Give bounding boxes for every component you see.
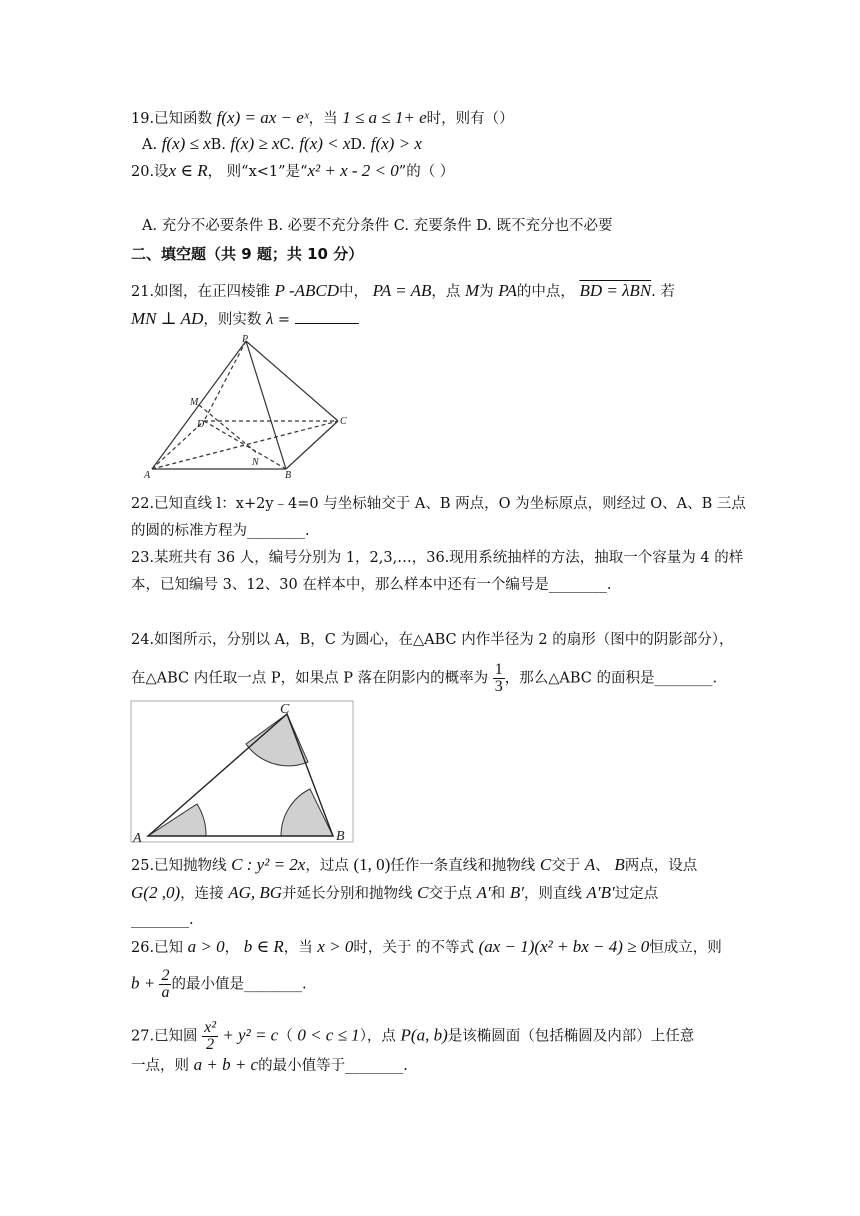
- option-label: D.: [350, 137, 371, 153]
- option-a: f(x) ≤ x: [161, 134, 211, 153]
- label-p: P: [242, 334, 249, 345]
- formula: (1, 0): [353, 855, 391, 874]
- label-d: D: [197, 419, 205, 430]
- formula: C: [539, 855, 552, 874]
- fraction: [202, 1020, 218, 1053]
- q21-line1: [131, 280, 675, 303]
- formula: a + b + c: [193, 1055, 259, 1074]
- numerator: 1: [494, 661, 503, 678]
- denominator: 2: [206, 1036, 215, 1053]
- option-label: B.: [210, 137, 231, 153]
- text: ，: [224, 940, 244, 956]
- label-b: B: [336, 829, 345, 844]
- text: 21.如图，在正四棱锥: [131, 284, 275, 300]
- q25-line2: [131, 882, 658, 905]
- formula: P(a, b): [400, 1025, 448, 1045]
- option-label: C.: [279, 137, 300, 153]
- text: 过定点: [614, 886, 659, 902]
- label-a: A: [144, 470, 151, 481]
- label-c: C: [280, 702, 290, 717]
- formula: λ: [265, 309, 274, 328]
- q26-line1: [131, 936, 722, 959]
- text: ，当: [283, 940, 318, 956]
- text: 和: [490, 886, 510, 902]
- q24-line2: [131, 662, 717, 695]
- text: 时，关于 的不等式: [353, 940, 479, 956]
- text: 交于: [551, 858, 585, 874]
- label-n: N: [252, 457, 259, 468]
- sector-c: [246, 714, 308, 766]
- vector-formula: BD = λBN: [579, 281, 652, 300]
- text: 25.已知抛物线: [131, 858, 232, 874]
- option-label: A.: [142, 137, 162, 153]
- text: 交于点: [428, 886, 477, 902]
- formula: + y² = c: [218, 1025, 279, 1045]
- formula: PA = AB: [372, 281, 432, 300]
- text: 在△ABC 内任取一点 P，如果点 P 落在阴影内的概率为: [131, 670, 493, 687]
- formula: A′: [476, 883, 491, 902]
- formula: C: [417, 883, 429, 902]
- text: ”的（ ）: [398, 164, 455, 180]
- text: ，当: [308, 111, 343, 127]
- text: . 若: [651, 284, 675, 300]
- text: 恒成立，则: [649, 940, 722, 956]
- q20-options: A. 充分不必要条件 B. 必要不充分条件 C. 充要条件 D. 既不充分也不必要: [142, 218, 613, 234]
- text: 20.设: [131, 164, 169, 180]
- text: ，则实数: [203, 312, 266, 328]
- q25-line1: [131, 854, 697, 877]
- fraction: [159, 968, 171, 1001]
- q22-line1: 22.已知直线 l：x+2y﹣4=0 与坐标轴交于 A、B 两点，O 为坐标原点，则经过 O、A、B 三点: [131, 496, 746, 512]
- text: ，那么△ABC 的面积是________.: [504, 670, 718, 687]
- text: 26.已知: [131, 940, 188, 956]
- label-b: B: [285, 470, 292, 481]
- q26-line2: [131, 968, 307, 1001]
- section-heading: 二、填空题（共 9 题；共 10 分）: [131, 245, 364, 263]
- label-m: M: [190, 397, 199, 408]
- formula: PA: [498, 281, 517, 300]
- triangle-figure: [130, 700, 355, 845]
- formula: B′: [509, 883, 524, 902]
- fraction: [493, 662, 505, 695]
- q21-line2: [131, 308, 359, 331]
- edge-bc: [286, 421, 338, 469]
- text: ， 则“x<1”是“: [207, 164, 308, 180]
- label-a: A: [133, 831, 142, 845]
- q27-line2: [131, 1054, 408, 1077]
- segment-mn: [199, 405, 258, 454]
- q25-line3: ________.: [131, 912, 194, 928]
- q23-line1: 23.某班共有 36 人，编号分别为 1，2,3,…，36.现用系统抽样的方法，抽取一个容量为 4 的样: [131, 550, 744, 566]
- denominator: a: [161, 984, 170, 1001]
- formula: MN ⊥ AD: [131, 309, 204, 328]
- edge-pc: [246, 341, 338, 421]
- numerator: 2: [161, 967, 170, 984]
- pyramid-figure: [140, 333, 360, 481]
- text: ，点: [431, 284, 465, 300]
- text: 并延长分别和抛物线: [282, 886, 418, 902]
- text: 任作一条直线和抛物线: [390, 858, 540, 874]
- denominator: 3: [494, 678, 503, 695]
- sector-b: [281, 789, 333, 836]
- text: ，过点: [305, 858, 354, 874]
- formula: A′B′: [586, 883, 615, 902]
- text: （: [278, 1028, 298, 1045]
- text: ，则直线: [523, 886, 587, 902]
- formula: M: [464, 281, 480, 300]
- formula: A: [584, 855, 596, 874]
- q27-line1: [131, 1020, 694, 1053]
- formula: 0 < c ≤ 1: [297, 1025, 360, 1045]
- formula: b ∈ R: [243, 937, 284, 956]
- formula: C : y² = 2x: [231, 855, 306, 874]
- text: 是该椭圆面（包括椭圆及内部）上任意: [447, 1028, 695, 1045]
- text: 的中点，: [516, 284, 580, 300]
- formula: AG, BG: [228, 883, 283, 902]
- q24-line1: 24.如图所示，分别以 A，B，C 为圆心，在△ABC 内作半径为 2 的扇形（图中的阴影部分），: [131, 632, 734, 648]
- option-c: f(x) < x: [299, 134, 351, 153]
- formula: G(2 ,0): [131, 883, 181, 902]
- text: 的最小值等于________.: [258, 1058, 408, 1074]
- formula: f(x) = ax − eˣ: [216, 108, 309, 127]
- text: 、: [595, 858, 615, 874]
- sector-a: [148, 804, 206, 836]
- text: 两点，设点: [624, 858, 698, 874]
- formula: 1 ≤ a ≤ 1+ e: [342, 108, 427, 127]
- formula: P -ABCD: [274, 281, 340, 300]
- q22-line2: 的圆的标准方程为________.: [131, 523, 310, 539]
- formula: b +: [131, 973, 160, 993]
- q20-stem: [131, 160, 454, 183]
- text: ，连接: [180, 886, 229, 902]
- formula: x ∈ R: [168, 161, 208, 180]
- label-c: C: [340, 416, 347, 427]
- option-d: f(x) > x: [370, 134, 422, 153]
- formula: x² + x - 2 < 0: [307, 161, 399, 180]
- answer-blank: [295, 309, 359, 324]
- q19-stem: [131, 107, 514, 130]
- text: 为: [479, 284, 499, 300]
- edge-pb: [246, 341, 286, 469]
- edge-pd: [204, 341, 246, 421]
- text: ），点: [359, 1028, 401, 1045]
- text: 时，则有（）: [426, 111, 514, 127]
- text: 的最小值是________.: [171, 976, 307, 993]
- numerator: x²: [204, 1019, 217, 1036]
- formula: (ax − 1)(x² + bx − 4) ≥ 0: [478, 937, 650, 956]
- formula: a > 0: [187, 937, 225, 956]
- text: 中，: [339, 284, 373, 300]
- text: 19.已知函数: [131, 111, 217, 127]
- text: =: [273, 312, 295, 328]
- diag-ac: [152, 421, 338, 469]
- formula: B: [614, 855, 625, 874]
- q23-line2: 本，已知编号 3、12、30 在样本中，那么样本中还有一个编号是________.: [131, 577, 612, 593]
- formula: x > 0: [317, 937, 354, 956]
- q19-options: [142, 133, 422, 156]
- text: 27.已知圆: [131, 1028, 203, 1045]
- option-b: f(x) ≥ x: [230, 134, 280, 153]
- text: 一点，则: [131, 1058, 194, 1074]
